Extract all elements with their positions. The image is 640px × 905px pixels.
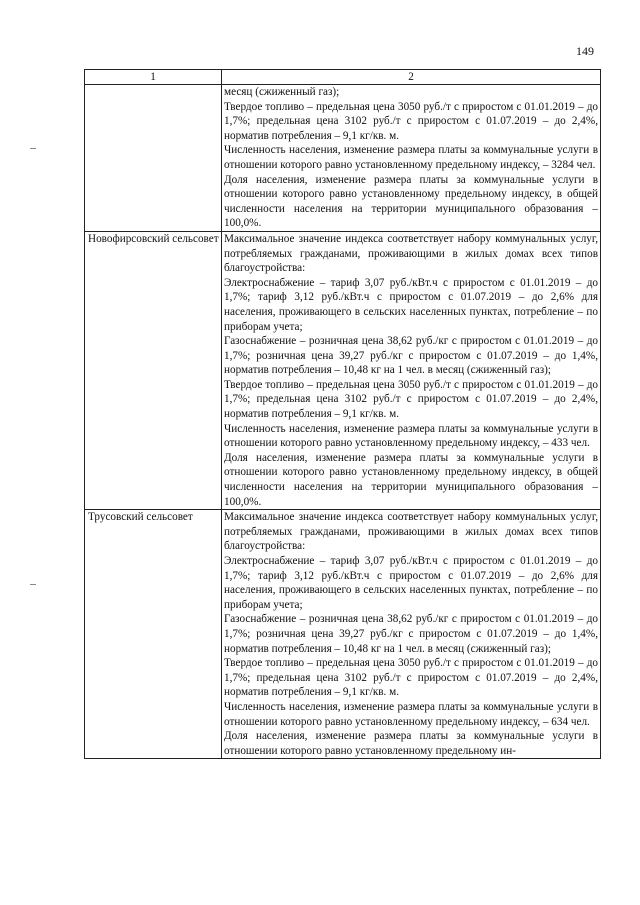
margin-mark [30,148,36,149]
paragraph: месяц (сжиженный газ); [224,86,340,98]
municipality-name: Трусовский сельсовет [85,510,222,759]
tariff-description [222,85,601,232]
paragraph: Электроснабжение – тариф 3,07 руб./кВт.ч с приростом с 01.01.2019 – до 1,7%; тариф 3,12 руб./кВт.ч с приростом с 01.07.2019 – до 2,6% для населения, проживающего в сельских населенных пунктах, потребление – по приборам учета; [224,276,598,333]
paragraph: Газоснабжение – розничная цена 38,62 руб./кг с приростом с 01.01.2019 – до 1,7%; розничная цена 39,27 руб./кг с приростом с 01.07.2019 – до 1,4%, норматив потребления – 10,48 кг на 1 чел. в месяц (сжиженный газ); [224,335,598,377]
column-header-2: 2 [222,70,601,85]
paragraph: Газоснабжение – розничная цена 38,62 руб./кг с приростом с 01.01.2019 – до 1,7%; розничная цена 39,27 руб./кг с приростом с 01.07.2019 – до 1,4%, норматив потребления – 10,48 кг на 1 чел. в месяц (сжиженный газ); [224,613,598,655]
table-row [85,231,601,509]
municipality-name: Новофирсовский сельсовет [85,231,222,509]
paragraph: Численность населения, изменение размера платы за коммунальные услуги в отношении которого равно установленному предельному индексу, – 433 чел. [224,422,598,450]
paragraph: Максимальное значение индекса соответствует набору коммунальных услуг, потребляемых гражданами, проживающими в жилых домах всех типов благоустройства: [224,232,598,275]
paragraph: Твердое топливо – предельная цена 3050 руб./т с приростом с 01.01.2019 – до 1,7%; предельная цена 3102 руб./т с приростом с 01.07.2019 – до 2,4%, норматив потребления – 9,1 кг/кв. м. [224,657,598,699]
column-header-1: 1 [85,70,222,85]
paragraph: Максимальное значение индекса соответствует набору коммунальных услуг, потребляемых гражданами, проживающими в жилых домах всех типов благоустройства: [224,511,598,553]
paragraph: Численность населения, изменение размера платы за коммунальные услуги в отношении которого равно установленному предельному индексу, – 3284 чел. [224,144,598,171]
paragraph: Электроснабжение – тариф 3,07 руб./кВт.ч с приростом с 01.01.2019 – до 1,7%; тариф 3,12 руб./кВт.ч с приростом с 01.07.2019 – до 2,6% для населения, проживающего в сельских населенных пунктах, потребление – по приборам учета; [224,555,598,611]
table-row [85,85,601,232]
municipality-name [85,85,222,232]
margin-mark [30,584,36,585]
paragraph: Твердое топливо – предельная цена 3050 руб./т с приростом с 01.01.2019 – до 1,7%; предельная цена 3102 руб./т с приростом с 01.07.2019 – до 2,4%, норматив потребления – 9,1 кг/кв. м. [224,378,598,421]
paragraph: Твердое топливо – предельная цена 3050 руб./т с приростом с 01.01.2019 – до 1,7%; предельная цена 3102 руб./т с приростом с 01.07.2019 – до 2,4%, норматив потребления – 9,1 кг/кв. м. [224,100,598,142]
page-number: 149 [576,44,594,58]
paragraph: Доля населения, изменение размера платы за коммунальные услуги в отношении которого равно установленному предельному ин- [224,730,598,757]
paragraph: Доля населения, изменение размера платы за коммунальные услуги в отношении которого равно установленному предельному индексу, в общей численности населения на территории муниципального образования – 100,0%. [224,173,598,230]
data-table [84,69,601,759]
paragraph: Численность населения, изменение размера платы за коммунальные услуги в отношении которого равно установленному предельному индексу, – 634 чел. [224,700,598,728]
table-header-row [85,70,601,85]
tariff-description [222,510,601,759]
table-row [85,510,601,759]
tariff-description [222,231,601,509]
paragraph: Доля населения, изменение размера платы за коммунальные услуги в отношении которого равно установленному предельному индексу, в общей численности населения на территории муниципального образования – 100,0%. [224,451,598,508]
